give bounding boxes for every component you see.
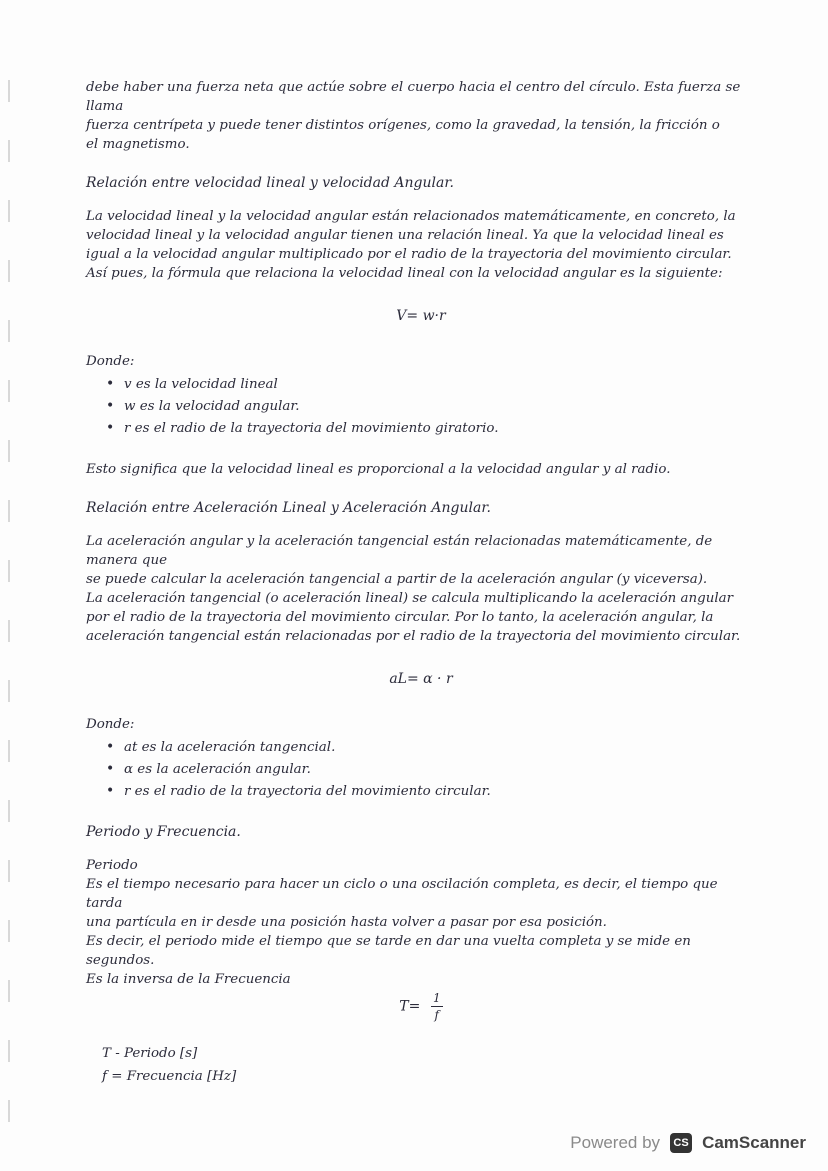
list-item: • r es el radio de la trayectoria del movimiento giratorio. [106,419,756,438]
section-heading-velocity: Relación entre velocidad lineal y velocidad Angular. [86,175,454,191]
donde-label: Donde: [86,354,135,369]
formula-period [86,991,756,1022]
unit-definitions [102,1044,756,1086]
donde-label: Donde: [86,717,135,732]
paragraph-line: por el radio de la trayectoria del movimiento circular. Por lo tanto, la aceleración angular, la [86,610,714,625]
powered-by-text: Powered by [570,1133,661,1152]
fraction-bar [431,1006,443,1007]
camscanner-logo-icon: CS [670,1133,692,1153]
camscanner-watermark [570,1133,806,1153]
paragraph-line: se puede calcular la aceleración tangencial a partir de la aceleración angular (y viceversa). [86,572,708,587]
camscanner-brand: CamScanner [702,1133,806,1152]
page-margin-line [8,80,10,1130]
section-heading-acceleration: Relación entre Aceleración Lineal y Aceleración Angular. [86,500,491,516]
fraction-numerator: 1 [432,991,441,1005]
definition-period: T - Periodo [s] [102,1046,198,1061]
subheading-periodo: Periodo [86,858,138,873]
intro-line: fuerza centrípeta y puede tener distintos orígenes, como la gravedad, la tensión, la fricción o [86,118,720,133]
list-item: • at es la aceleración tangencial. [106,738,756,757]
paragraph-line: Así pues, la fórmula que relaciona la velocidad lineal con la velocidad angular es la siguiente: [86,266,723,281]
paragraph-line: La aceleración angular y la aceleración tangencial están relacionadas matemáticamente, de manera que [86,534,713,568]
formula-acceleration: aL= α · r [389,671,453,687]
paragraph-line: igual a la velocidad angular multiplicado por el radio de la trayectoria del movimiento circular. [86,247,732,262]
paragraph-line: una partícula en ir desde una posición hasta volver a pasar por esa posición. [86,915,607,930]
list-item: • w es la velocidad angular. [106,397,756,416]
definition-frequency: f = Frecuencia [Hz] [102,1069,237,1084]
paragraph-line: La velocidad lineal y la velocidad angular están relacionados matemáticamente, en concreto, la [86,209,736,224]
definition-list [106,375,756,438]
intro-line: el magnetismo. [86,137,190,152]
notes-content [86,78,756,1090]
paragraph-line: Es decir, el periodo mide el tiempo que se tarde en dar una vuelta completa y se mide en segundos. [86,934,691,968]
paragraph-line: velocidad lineal y la velocidad angular tienen una relación lineal. Ya que la velocidad lineal es [86,228,724,243]
list-item: • r es el radio de la trayectoria del movimiento circular. [106,782,756,801]
formula-lhs: T= [399,998,421,1015]
conclusion-text: Esto significa que la velocidad lineal es proporcional a la velocidad angular y al radio. [86,462,671,477]
paragraph-line: Es la inversa de la Frecuencia [86,972,291,987]
list-item: • v es la velocidad lineal [106,375,756,394]
fraction-denominator: f [434,1008,439,1022]
paragraph-line: Es el tiempo necesario para hacer un ciclo o una oscilación completa, es decir, el tiempo que tarda [86,877,718,911]
paragraph-line: La aceleración tangencial (o aceleración lineal) se calcula multiplicando la aceleración angular [86,591,733,606]
formula-velocity: V= w·r [396,308,446,324]
paragraph-line: aceleración tangencial están relacionadas por el radio de la trayectoria del movimiento circular. [86,629,741,644]
intro-line: debe haber una fuerza neta que actúe sobre el cuerpo hacia el centro del círculo. Esta fuerza se llama [86,80,741,114]
section-heading-period: Periodo y Frecuencia. [86,824,241,840]
list-item: • α es la aceleración angular. [106,760,756,779]
fraction [431,991,443,1022]
definition-list [106,738,756,801]
